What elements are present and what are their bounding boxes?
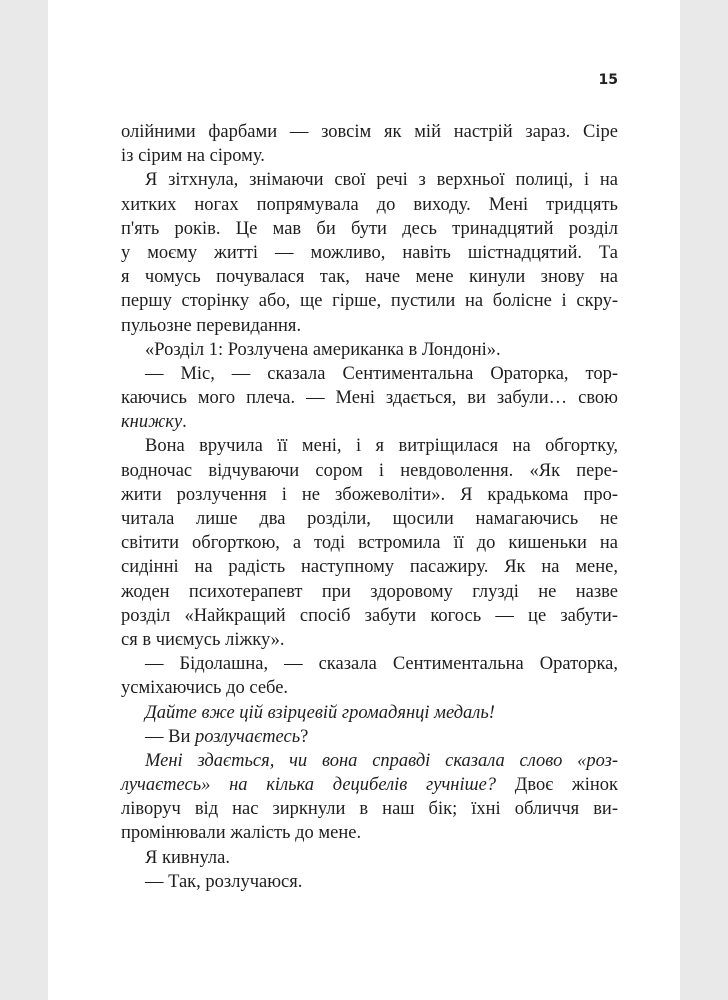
page-number: 15: [598, 72, 618, 88]
text-segment: .: [182, 412, 187, 433]
text-segment: хитких ногах попрямувала до виходу. Мені тридцять: [121, 194, 618, 215]
text-line: [121, 314, 618, 338]
text-segment: із сірим на сірому.: [121, 146, 265, 167]
text-segment: жоден психотерапевт при здоровому глузді не назве: [121, 581, 618, 602]
text-segment: каючись мого плеча. — Мені здається, ви забули… свою: [121, 388, 618, 409]
text-segment: сидінні на радість наступному пасажиру. Як на мене,: [121, 557, 618, 578]
italic-text: книжку: [121, 412, 183, 433]
text-segment: — Бідолашна, — сказала Сентиментальна Ораторка,: [145, 654, 618, 675]
text-line: [121, 821, 618, 845]
text-line: [121, 652, 618, 676]
text-line: [121, 797, 618, 821]
text-line: [121, 193, 618, 217]
text-segment: Двоє жінок: [496, 775, 618, 796]
text-line: [121, 144, 618, 168]
text-line: [121, 217, 618, 241]
text-segment: «Розділ 1: Розлучена американка в Лондоні».: [145, 339, 501, 360]
text-segment: п'ять років. Це мав би бути десь тринадцятий розділ: [121, 218, 618, 239]
text-line: [121, 580, 618, 604]
text-line: [121, 362, 618, 386]
book-page: [48, 0, 680, 1000]
text-line: [121, 386, 618, 410]
text-segment: ліворуч від нас зиркнули в наш бік; їхні обличчя ви-: [121, 799, 618, 820]
text-segment: пульозне перевидання.: [121, 315, 302, 336]
text-line: [121, 773, 618, 797]
text-segment: усміхаючись до себе.: [121, 678, 289, 699]
text-segment: ся в чиємусь ліжку».: [121, 629, 285, 650]
italic-text: лучаєтесь» на кілька децибелів гучніше?: [121, 775, 497, 796]
text-line: [121, 676, 618, 700]
text-segment: читала лише два розділи, щосили намагаючись не: [121, 509, 618, 529]
text-segment: жити розлучення і не збожеволіти». Я крадькома про-: [121, 484, 618, 505]
text-line: [121, 628, 618, 652]
text-line: [121, 265, 618, 289]
text-line: [121, 120, 618, 144]
text-line: [121, 289, 618, 313]
body-text: [121, 120, 618, 894]
text-line: [121, 870, 618, 894]
text-segment: ?: [300, 726, 309, 747]
text-line: [121, 846, 618, 870]
text-segment: — Так, розлучаюся.: [145, 871, 303, 892]
text-line: [121, 701, 618, 725]
text-line: [121, 483, 618, 507]
text-line: [121, 749, 618, 773]
text-segment: Я кивнула.: [145, 847, 230, 868]
text-segment: водночас відчуваючи сором і невдоволення. «Як пере-: [121, 460, 618, 481]
italic-text: розлучаєтесь: [195, 726, 301, 747]
text-segment: у моєму житті — можливо, навіть шістнадцятий. Та: [121, 242, 618, 263]
text-segment: олійними фарбами — зовсім як мій настрій зараз. Сіре: [121, 122, 618, 142]
text-line: [121, 531, 618, 555]
text-line: [121, 725, 618, 749]
text-line: [121, 604, 618, 628]
text-segment: Вона вручила її мені, і я витріщилася на обгортку,: [145, 436, 618, 457]
text-line: [121, 555, 618, 579]
text-segment: розділ «Найкращий спосіб забути когось — це забути-: [121, 605, 618, 626]
text-line: [121, 168, 618, 192]
text-segment: промінювали жалість до мене.: [121, 823, 362, 844]
text-line: [121, 241, 618, 265]
italic-text: Мені здається, чи вона справді сказала слово «роз-: [145, 750, 618, 771]
text-segment: першу сторінку або, ще гірше, пустили на болісне і скру-: [121, 291, 618, 312]
text-segment: я чомусь почувалася так, наче мене кинули знову на: [121, 267, 618, 288]
text-segment: — Ви: [145, 726, 195, 747]
text-line: [121, 507, 618, 531]
text-line: [121, 338, 618, 362]
text-segment: Я зітхнула, знімаючи свої речі з верхньої полиці, і на: [145, 170, 618, 191]
text-line: [121, 459, 618, 483]
text-line: [121, 434, 618, 458]
text-line: [121, 410, 618, 434]
italic-text: Дайте вже цій взірцевій громадянці медаль!: [145, 702, 495, 723]
text-segment: світити обгорткою, а тоді встромила її до кишеньки на: [121, 533, 618, 554]
text-segment: — Міс, — сказала Сентиментальна Ораторка, тор-: [145, 363, 618, 384]
